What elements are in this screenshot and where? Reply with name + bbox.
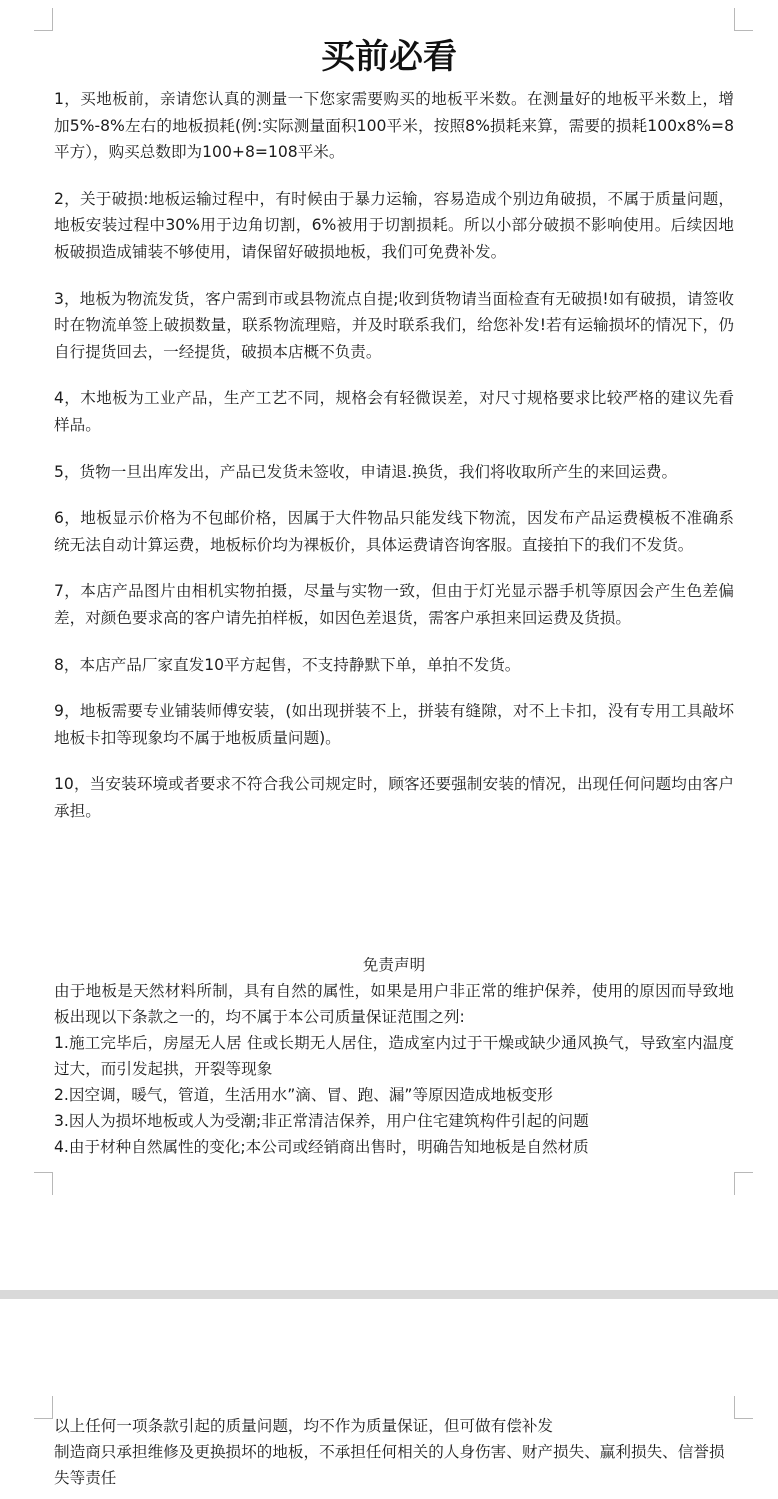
closing-statement (54, 1413, 734, 1491)
notice-item-10: 10，当安装环境或者要求不符合我公司规定时，顾客还要强制安装的情况，出现任何问题均由客户承担。 (54, 775, 734, 820)
disclaimer-intro: 由于地板是天然材料所制，具有自然的属性，如果是用户非正常的维护保养，使用的原因而导致地板出现以下条款之一的，均不属于本公司质量保证范围之列: (54, 982, 734, 1026)
crop-mark-bottom-left (34, 1172, 53, 1195)
crop-mark-bottom-right (734, 1172, 753, 1195)
notice-item-2: 2，关于破损:地板运输过程中，有时候由于暴力运输，容易造成个别边角破损，不属于质量问题，地板安装过程中30%用于边角切割，6%被用于切割损耗。所以小部分破损不影响使用。后续因地板破损造成铺装不够使用，请保留好破损地板，我们可免费补发。 (54, 189, 734, 261)
disclaimer-clause-2: 2.因空调，暖气，管道，生活用水”滴、冒、跑、漏”等原因造成地板变形 (54, 1086, 553, 1104)
notice-list (54, 86, 734, 824)
closing-line-1: 以上任何一项条款引起的质量问题，均不作为质量保证，但可做有偿补发 (54, 1417, 554, 1435)
disclaimer-clause-3: 3.因人为损坏地板或人为受潮;非正常清洁保养，用户住宅建筑构件引起的问题 (54, 1112, 589, 1130)
notice-item-8: 8，本店产品厂家直发10平方起售，不支持静默下单，单拍不发货。 (54, 655, 521, 674)
crop-mark-top-left (34, 1396, 53, 1419)
disclaimer-section (54, 952, 734, 1160)
notice-item-3: 3，地板为物流发货，客户需到市或县物流点自提;收到货物请当面检查有无破损!如有破损，请签收时在物流单签上破损数量，联系物流理赔，并及时联系我们，给您补发!若有运输损坏的情况下，仍自行提货回去，一经提货，破损本店概不负责。 (54, 289, 734, 361)
notice-item-5: 5，货物一旦出库发出，产品已发货未签收，申请退.换货，我们将收取所产生的来回运费。 (54, 462, 678, 481)
page-separator (0, 1290, 778, 1299)
disclaimer-title: 免责声明 (362, 956, 426, 974)
disclaimer-clause-1: 1.施工完毕后，房屋无人居 住或长期无人居住，造成室内过于干燥或缺少通风换气，导致室内温度过大，而引发起拱，开裂等现象 (54, 1034, 734, 1078)
crop-mark-top-left (34, 8, 53, 31)
notice-item-7: 7，本店产品图片由相机实物拍摄，尽量与实物一致，但由于灯光显示器手机等原因会产生色差偏差，对颜色要求高的客户请先拍样板，如因色差退货，需客户承担来回运费及货损。 (54, 582, 734, 627)
notice-item-6: 6，地板显示价格为不包邮价格，因属于大件物品只能发线下物流，因发布产品运费模板不准确系统无法自动计算运费，地板标价均为裸板价，具体运费请咨询客服。直接拍下的我们不发货。 (54, 509, 734, 554)
closing-line-2: 制造商只承担维修及更换损坏的地板，不承担任何相关的人身伤害、财产损失、赢利损失、信誉损失等责任 (54, 1443, 725, 1487)
disclaimer-clause-4: 4.由于材种自然属性的变化;本公司或经销商出售时，明确告知地板是自然材质 (54, 1138, 589, 1156)
notice-item-1: 1，买地板前，亲请您认真的测量一下您家需要购买的地板平米数。在测量好的地板平米数上，增加5%-8%左右的地板损耗(例:实际测量面积100平米，按照8%损耗来算，需要的损耗100x8%=8平方），购买总数即为100+8=108平米。 (54, 90, 734, 162)
page-title: 买前必看 (321, 37, 457, 77)
crop-mark-top-right (734, 8, 753, 31)
notice-item-9: 9，地板需要专业铺装师傅安装，(如出现拼装不上，拼装有缝隙，对不上卡扣，没有专用工具敲坏地板卡扣等现象均不属于地板质量问题)。 (54, 702, 734, 747)
crop-mark-top-right (734, 1396, 753, 1419)
notice-item-4: 4，木地板为工业产品，生产工艺不同，规格会有轻微误差，对尺寸规格要求比较严格的建议先看样品。 (54, 389, 734, 434)
